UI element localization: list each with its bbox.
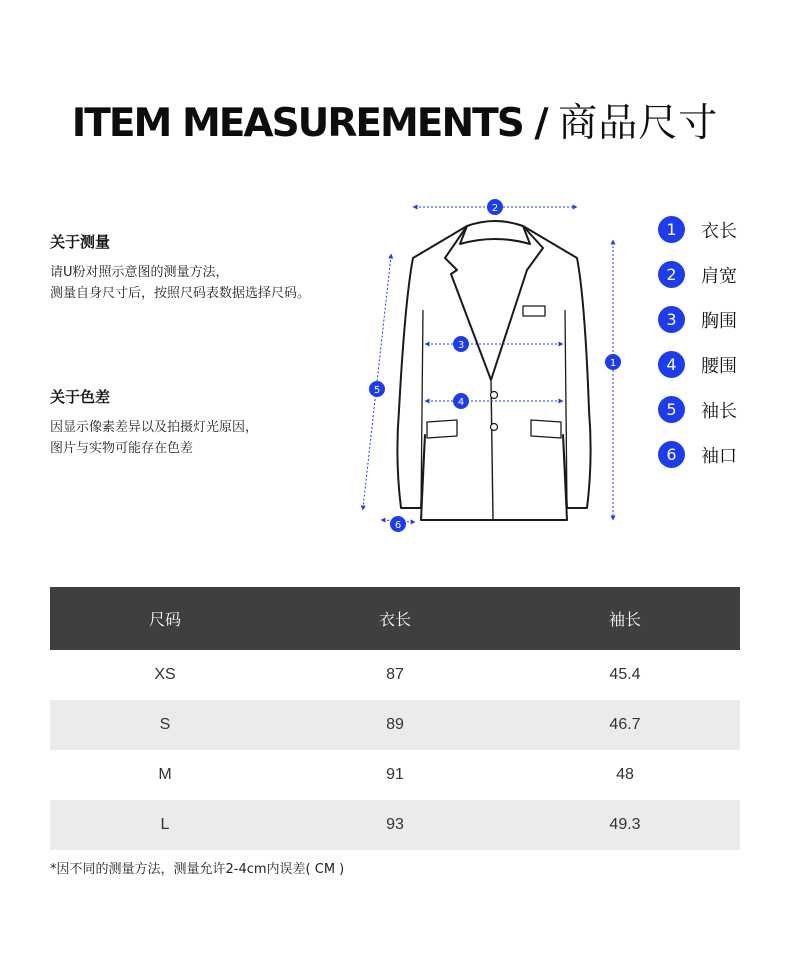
table-cell: 45.4 [609,666,641,683]
table-cell: XS [154,666,176,683]
table-header-row [50,587,740,650]
table-cell: S [50,700,280,750]
legend-item [658,342,778,387]
measurement-legend [658,207,778,477]
legend-label: 衣长 [701,220,737,242]
table-cell: 87 [386,666,404,683]
table-row [50,750,740,800]
legend-number: 3 [658,306,685,333]
table-cell: 89 [280,700,510,750]
table-cell: L [50,800,280,850]
legend-item [658,297,778,342]
page-title-en: ITEM MEASUREMENTS / [71,101,547,146]
table-row [50,650,740,700]
legend-number: 5 [658,396,685,423]
legend-item [658,387,778,432]
page-title-cn: 商品尺寸 [558,101,719,146]
column-header-sleeve: 袖长 [510,587,740,650]
legend-item [658,432,778,477]
legend-label: 肩宽 [701,265,737,287]
about-color-heading: 关于色差 [50,388,111,406]
page-title [0,92,790,148]
about-measurement-heading: 关于测量 [50,233,111,251]
diagram-marker-1: 1 [609,358,617,369]
about-measurement-line: 测量自身尺寸后，按照尺码表数据选择尺码。 [50,286,311,301]
size-chart-table [50,587,740,850]
legend-label: 胸围 [701,310,737,332]
legend-number: 6 [658,441,685,468]
legend-number: 2 [658,261,685,288]
diagram-marker-6: 6 [394,520,402,531]
about-color-line: 因显示像素差异以及拍摄灯光原因， [50,420,259,435]
legend-number: 4 [658,351,685,378]
diagram-marker-5: 5 [373,385,381,396]
column-header-size: 尺码 [50,587,280,650]
about-measurement-line: 请U粉对照示意图的测量方法， [50,265,229,280]
table-row [50,800,740,850]
table-cell: M [158,766,172,783]
about-measurement-note [50,231,350,304]
legend-item [658,207,778,252]
diagram-marker-2: 2 [491,203,499,214]
legend-label: 袖口 [701,445,737,467]
legend-label: 袖长 [701,400,737,422]
legend-number: 1 [658,216,685,243]
table-row [50,700,740,750]
diagram-marker-4: 4 [457,397,465,408]
diagram-marker-3: 3 [457,340,465,351]
column-header-length: 衣长 [280,587,510,650]
about-color-line: 图片与实物可能存在色差 [50,441,194,456]
table-cell: 46.7 [510,700,740,750]
legend-item [658,252,778,297]
about-color-note [50,386,350,459]
table-cell: 91 [386,766,404,783]
table-cell: 48 [616,766,634,783]
table-cell: 49.3 [510,800,740,850]
footnote: *因不同的测量方法，测量允许2-4cm内误差( CM ) [50,862,345,877]
table-cell: 93 [280,800,510,850]
blazer-outline-icon [355,190,635,540]
legend-label: 腰围 [701,355,737,377]
